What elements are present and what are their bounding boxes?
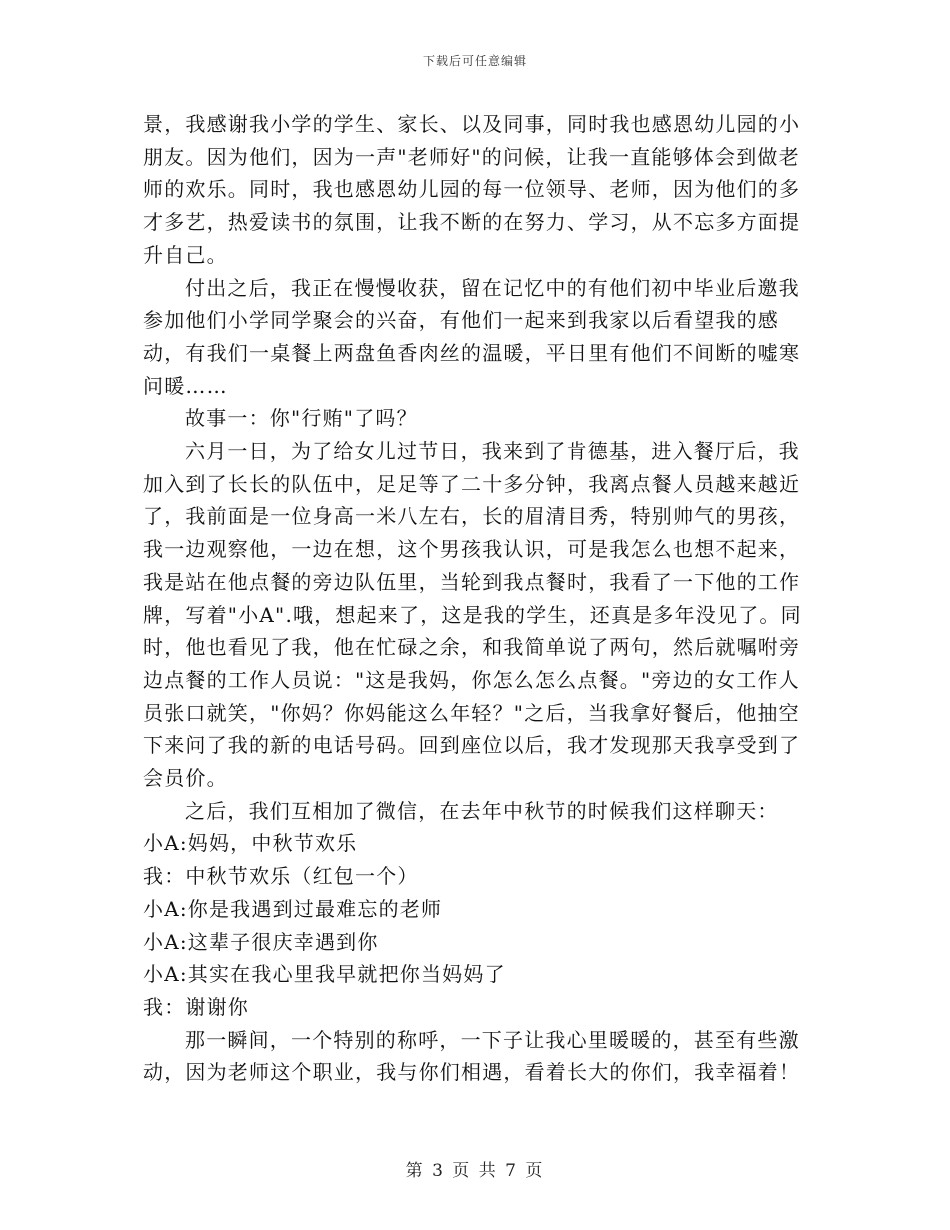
- paragraph: 六月一日，为了给女儿过节日，我来到了肯德基，进入餐厅后，我加入到了长长的队伍中，足足等了二十多分钟，我离点餐人员越来越近了，我前面是一位身高一米八左右，长的眉清目秀，特别帅气的男孩，我一边观察他，一边在想，这个男孩我认识，可是我怎么也想不起来，我是站在他点餐的旁边队伍里，当轮到我点餐时，我看了一下他的工作牌，写着"小A".哦，想起来了，这是我的学生，还真是多年没见了。同时，他也看见了我，他在忙碌之余，和我简单说了两句，然后就嘱咐旁边点餐的工作人员说："这是我妈，你怎么怎么点餐。"旁边的女工作人员张口就笑，"你妈？你妈能这么年轻？"之后，当我拿好餐后，他抽空下来问了我的新的电话号码。回到座位以后，我才发现那天我享受到了会员价。: [143, 439, 802, 791]
- closing-paragraph: 那一瞬间，一个特别的称呼，一下子让我心里暖暖的，甚至有些激动，因为老师这个职业，我与你们相遇，看着长大的你们，我幸福着！: [143, 1027, 801, 1085]
- story-heading: 故事一：你"行贿"了吗？: [185, 406, 418, 431]
- dialog-line: 我：中秋节欢乐（红包一个）: [143, 864, 419, 889]
- dialog-line: 我：谢谢你: [143, 994, 249, 1019]
- page-header: 下载后可任意编辑: [422, 54, 527, 68]
- footer-prefix: 第: [405, 1161, 425, 1181]
- footer-middle: 页 共: [452, 1161, 498, 1181]
- document-body: [143, 108, 803, 1089]
- dialog-line: 小A:妈妈，中秋节欢乐: [143, 831, 358, 856]
- paragraph: 付出之后，我正在慢慢收获，留在记忆中的有他们初中毕业后邀我参加他们小学同学聚会的兴奋，有他们一起来到我家以后看望我的感动，有我们一桌餐上两盘鱼香肉丝的温暖，平日里有他们不间断的嘘寒问暖……: [143, 275, 801, 398]
- dialog-line: 小A:这辈子很庆幸遇到你: [143, 929, 379, 954]
- dialog-line: 小A:你是我遇到过最难忘的老师: [143, 896, 443, 921]
- footer-suffix: 页: [525, 1161, 545, 1181]
- paragraph: 景，我感谢我小学的学生、家长、以及同事，同时我也感恩幼儿园的小朋友。因为他们，因为一声"老师好"的问候，让我一直能够体会到做老师的欢乐。同时，我也感恩幼儿园的每一位领导、老师，因为他们的多才多艺，热爱读书的氛围，让我不断的在努力、学习，从不忘多方面提升自己。: [143, 112, 801, 267]
- current-page-number: 3: [432, 1161, 445, 1181]
- dialog-line: 小A:其实在我心里我早就把你当妈妈了: [143, 962, 506, 987]
- total-pages-number: 7: [505, 1161, 518, 1181]
- page-footer: [0, 1156, 950, 1181]
- paragraph: 之后，我们互相加了微信，在去年中秋节的时候我们这样聊天：: [185, 798, 779, 823]
